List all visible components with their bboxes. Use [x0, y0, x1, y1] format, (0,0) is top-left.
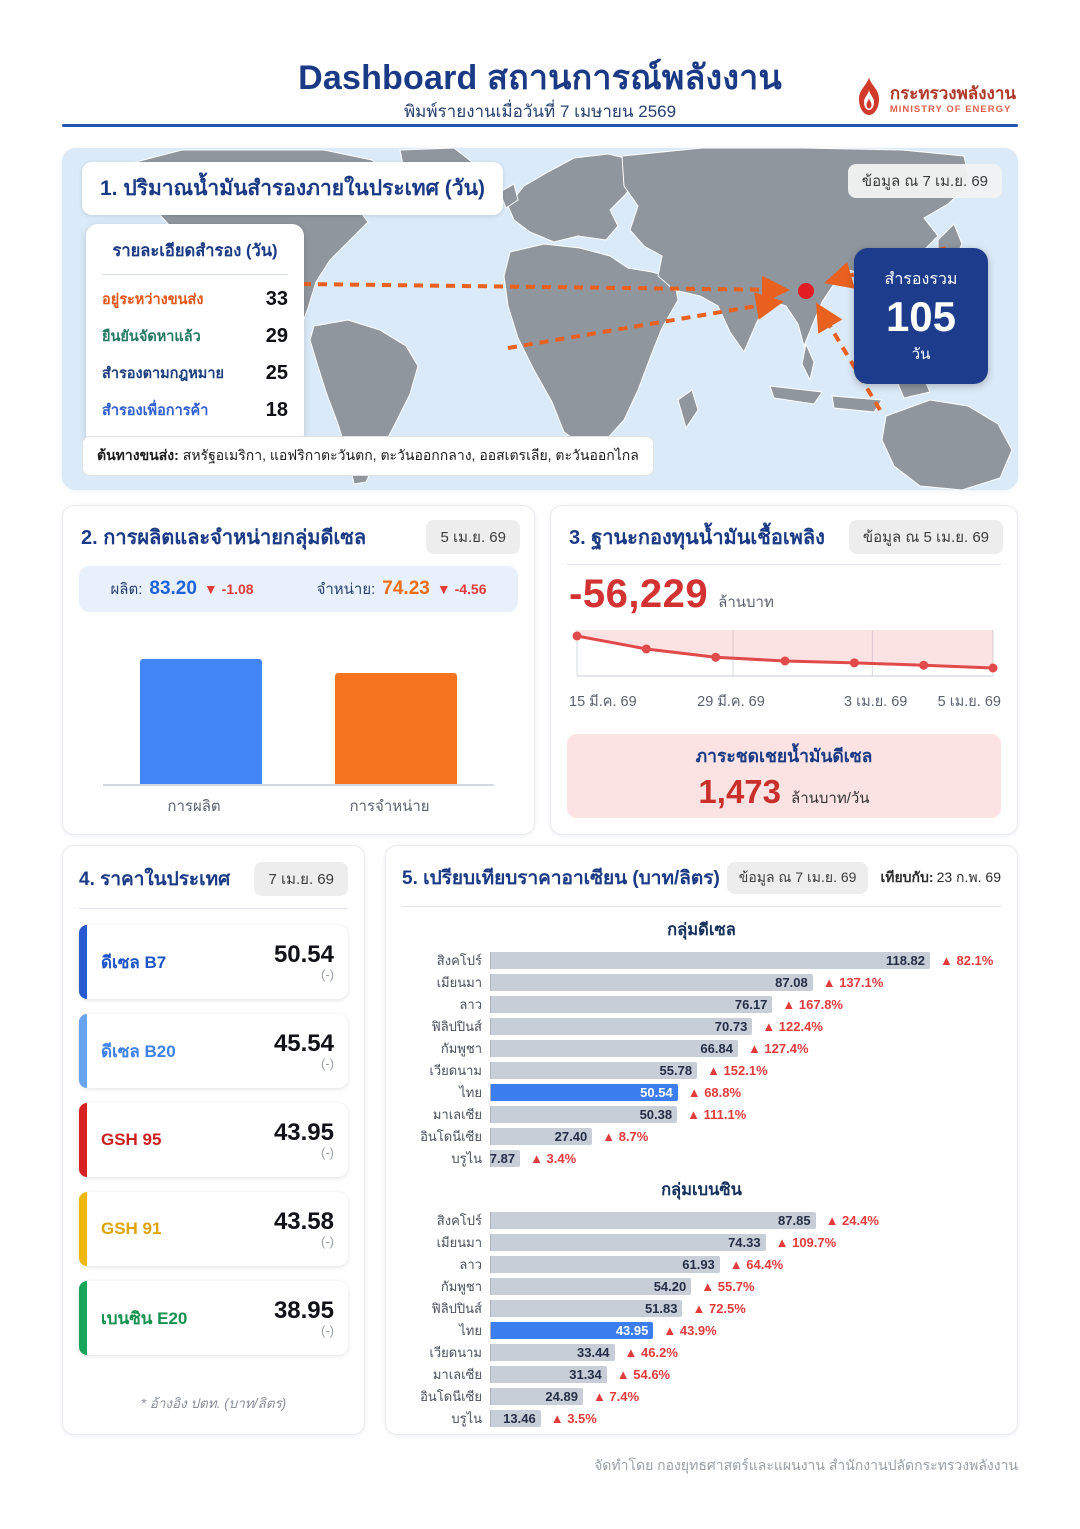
flame-icon [856, 76, 882, 123]
price-value-block [274, 1209, 334, 1249]
price-value-block [274, 942, 334, 982]
asean-bar [491, 974, 813, 991]
production-change: ▼ -1.08 [203, 581, 254, 597]
fuel-price-value: 43.58 [273, 1207, 334, 1235]
asean-bar [491, 952, 930, 969]
shipping-origins-text: สหรัฐอเมริกา, แอฟริกาตะวันตก, ตะวันออกกลาง, ออสเตรเลีย, ตะวันออกไกล [182, 447, 639, 463]
diesel-burden-unit: ล้านบาท/วัน [791, 789, 870, 807]
reserve-detail-row [102, 392, 288, 429]
asean-bar-track [490, 1300, 930, 1317]
asean-country-label: ฟิลิปปินส์ [431, 1301, 482, 1316]
asean-country-label: ไทย [459, 1085, 482, 1100]
section5-divider [402, 906, 1001, 907]
asean-country-label: บรูไน [451, 1151, 482, 1166]
reserve-detail-row [102, 318, 288, 355]
asean-bar [491, 1128, 592, 1145]
reserve-detail-label: สำรองตามกฎหมาย [102, 366, 224, 382]
reserve-detail-label: อยู่ระหว่างขนส่ง [102, 292, 204, 308]
total-reserve-label: สำรองรวม [884, 270, 958, 288]
asean-bar-track [490, 1256, 930, 1273]
asean-country-label: มาเลเซีย [432, 1367, 482, 1382]
asean-bar-value: 7.87 [489, 1151, 516, 1166]
asean-bar-value: 87.85 [778, 1213, 811, 1228]
shipping-origins-label: ต้นทางขนส่ง: [97, 447, 179, 463]
fund-trend-tick: 5 เม.ย. 69 [937, 694, 1001, 710]
asean-bar-row [402, 1040, 1001, 1057]
asean-bar-value: 13.46 [503, 1411, 536, 1426]
total-reserve-value: 105 [885, 292, 957, 340]
section5-date-badge: ข้อมูล ณ 7 เม.ย. 69 [727, 862, 869, 894]
asean-bar [491, 1278, 691, 1295]
asean-country-label: กัมพูชา [440, 1041, 482, 1056]
asean-bar-row [402, 1344, 1001, 1361]
section4-date-badge: 7 เม.ย. 69 [254, 862, 348, 896]
asean-country-label: เมียนมา [436, 1235, 482, 1250]
asean-bar-track [490, 1150, 930, 1167]
asean-bar-row [402, 1388, 1001, 1405]
total-reserve-unit: วัน [911, 345, 931, 363]
asean-bar-row [402, 996, 1001, 1013]
asean-bar-track [490, 1062, 930, 1079]
asean-bar [491, 996, 772, 1013]
asean-bar-track [490, 1366, 930, 1383]
asean-change-label: ▲ 111.1% [687, 1107, 747, 1122]
asean-country-label: อินโดนีเซีย [420, 1389, 482, 1404]
asean-bar-value: 31.34 [569, 1367, 602, 1382]
asean-bar-row [402, 1084, 1001, 1101]
section2-title: 2. การผลิตและจำหน่ายกลุ่มดีเซล [81, 527, 367, 549]
asean-bar-row [402, 1300, 1001, 1317]
asean-bar-track [490, 1410, 930, 1427]
production-stat [110, 577, 253, 601]
price-reference-note: * อ้างอิง ปตท. (บาท/ลิตร) [140, 1396, 287, 1411]
fund-trend-chart [569, 624, 1001, 688]
asean-bar-row [402, 974, 1001, 991]
diesel-burden-value: 1,473 [698, 772, 782, 810]
asean-bar-row [402, 1278, 1001, 1295]
asean-bar-value: 61.93 [682, 1257, 715, 1272]
fuel-price-change: (-) [321, 1323, 334, 1339]
gasoline-group-title: กลุ่มเบนซิน [661, 1181, 742, 1199]
section-oil-fund [550, 505, 1018, 835]
asean-bar-row [402, 1128, 1001, 1145]
section-oil-reserves [62, 148, 1018, 490]
asean-bar-value: 70.73 [714, 1019, 748, 1034]
asean-country-label: อินโดนีเซีย [420, 1129, 482, 1144]
asean-bar [491, 1410, 541, 1427]
section1-date-badge: ข้อมูล ณ 7 เม.ย. 69 [848, 164, 1002, 198]
price-card [79, 1281, 348, 1355]
footer-credit: จัดทำโดย กองยุทธศาสตร์และแผนงาน สำนักงานปลัดกระทรวงพลังงาน [594, 1457, 1018, 1473]
asean-change-label: ▲ 167.8% [782, 997, 843, 1012]
asean-bar-track [490, 952, 994, 969]
asean-bar [491, 1234, 766, 1251]
island-indonesia-1 [770, 386, 822, 404]
price-accent-bar [79, 1281, 87, 1355]
reserve-detail-label: สำรองเพื่อการค้า [102, 403, 209, 419]
price-card [79, 1192, 348, 1266]
asean-bar [491, 1106, 677, 1123]
section-production-sales [62, 505, 535, 835]
logo-thai-name: กระทรวงพลังงาน [889, 84, 1016, 104]
asean-bar-track [490, 1106, 930, 1123]
fund-trend-tick: 29 มี.ค. 69 [697, 694, 765, 710]
production-label: ผลิต: [110, 581, 143, 598]
asean-bar-value: 24.89 [545, 1389, 578, 1404]
fund-trend-point [781, 656, 790, 665]
asean-bar-row [402, 1212, 1001, 1229]
asean-country-label: มาเลเซีย [432, 1107, 482, 1122]
asean-change-label: ▲ 8.7% [602, 1129, 649, 1144]
production-sales-bar [335, 673, 457, 784]
asean-change-label: ▲ 152.1% [707, 1063, 768, 1078]
asean-bar-track [490, 1212, 930, 1229]
fund-trend-point [850, 658, 859, 667]
reserve-detail-rows [102, 281, 288, 429]
diesel-group-title: กลุ่มดีเซล [667, 921, 736, 939]
diesel-burden-title: ภาระชดเชยน้ำมันดีเซล [695, 745, 873, 766]
production-sales-bar [140, 659, 262, 784]
asean-bar-value: 76.17 [734, 997, 768, 1012]
continent-australia [882, 400, 1012, 490]
malay-peninsula [802, 344, 814, 380]
asean-bar-track [490, 1388, 930, 1405]
sales-label: จำหน่าย: [316, 581, 376, 598]
fund-trend-point [573, 632, 582, 641]
price-accent-bar [79, 925, 87, 999]
asean-change-label: ▲ 3.4% [530, 1151, 577, 1166]
section3-title: 3. ฐานะกองทุนน้ำมันเชื้อเพลิง [569, 527, 825, 549]
asean-gasoline-chart [402, 1212, 1001, 1427]
asean-country-label: เวียดนาม [429, 1345, 482, 1360]
asean-change-label: ▲ 24.4% [825, 1213, 879, 1228]
price-value-block [274, 1298, 334, 1338]
fund-trend-point [711, 653, 720, 662]
fuel-price-value: 45.54 [273, 1029, 334, 1057]
reserve-detail-label: ยืนยันจัดหาแล้ว [102, 329, 201, 345]
asean-bar [491, 1040, 738, 1057]
asean-change-label: ▲ 43.9% [663, 1323, 717, 1338]
asean-bar-track [490, 1018, 930, 1035]
fund-trend-point [919, 661, 928, 670]
fuel-name-label: ดีเซล B7 [101, 952, 167, 972]
asean-bar-value: 51.83 [644, 1301, 678, 1316]
asean-bar [491, 1366, 607, 1383]
asean-bar-track [490, 1234, 930, 1251]
asean-bar-value: 27.40 [554, 1129, 588, 1144]
section5-compare-date [880, 867, 1001, 889]
asean-bar-row [402, 1018, 1001, 1035]
asean-bar-track [490, 1040, 930, 1057]
asean-change-label: ▲ 109.7% [775, 1235, 837, 1250]
asean-bar-value: 43.95 [615, 1323, 649, 1338]
asean-bar-track [490, 1344, 930, 1361]
asean-bar [491, 1300, 682, 1317]
price-value-block [274, 1031, 334, 1071]
asean-country-label: กัมพูชา [440, 1279, 482, 1294]
ministry-logo [856, 76, 1016, 123]
asean-change-label: ▲ 64.4% [729, 1257, 784, 1272]
fuel-price-change: (-) [321, 1056, 334, 1072]
section4-title: 4. ราคาในประเทศ [79, 869, 231, 890]
asean-diesel-chart [402, 952, 1001, 1167]
asean-bar [491, 1212, 816, 1229]
reserve-detail-value: 33 [265, 288, 288, 310]
section4-divider [79, 908, 348, 909]
page-subtitle: พิมพ์รายงานเมื่อวันที่ 7 เมษายน 2569 [403, 102, 677, 121]
asean-bar [491, 1256, 720, 1273]
fuel-price-value: 43.95 [273, 1118, 334, 1146]
asean-change-label: ▲ 3.5% [550, 1411, 597, 1426]
compare-value: 23 ก.พ. 69 [936, 869, 1001, 885]
asean-country-label: บรูไน [451, 1411, 482, 1426]
asean-bar [491, 1150, 520, 1167]
fuel-name-label: GSH 91 [101, 1219, 162, 1238]
sales-stat [317, 577, 487, 601]
compare-label: เทียบกับ: [880, 869, 934, 885]
price-card [79, 1014, 348, 1088]
thailand-marker [798, 283, 814, 299]
section1-title: 1. ปริมาณน้ำมันสำรองภายในประเทศ (วัน) [82, 162, 503, 215]
fund-trend-tick: 15 มี.ค. 69 [569, 694, 637, 710]
diesel-burden-box [567, 734, 1001, 818]
price-accent-bar [79, 1103, 87, 1177]
fuel-name-label: GSH 95 [101, 1130, 162, 1149]
asean-bar-value: 50.38 [639, 1107, 673, 1122]
sales-change: ▼ -4.56 [436, 581, 487, 597]
asean-country-label: เวียดนาม [429, 1063, 482, 1078]
asean-country-label: ลาว [459, 997, 482, 1012]
asean-change-label: ▲ 122.4% [762, 1019, 823, 1034]
fund-balance-unit: ล้านบาท [718, 594, 774, 611]
fund-trend-point [642, 644, 651, 653]
asean-country-label: ลาว [459, 1257, 482, 1272]
asean-bar-value: 74.33 [728, 1235, 761, 1250]
shipping-origins-note [82, 436, 654, 476]
asean-bar-row [402, 1062, 1001, 1079]
production-sales-labels [103, 794, 494, 818]
asean-change-label: ▲ 55.7% [701, 1279, 755, 1294]
price-card-list [79, 925, 348, 1355]
asean-change-label: ▲ 68.8% [687, 1085, 742, 1100]
reserve-detail-value: 29 [265, 325, 288, 347]
logo-english-name: MINISTRY OF ENERGY [889, 103, 1012, 115]
asean-bar-value: 55.78 [659, 1063, 693, 1078]
asean-bar-row [402, 1366, 1001, 1383]
asean-bar-row [402, 1410, 1001, 1427]
price-accent-bar [79, 1192, 87, 1266]
fund-balance-value: -56,229 [569, 572, 709, 616]
asean-country-label: สิงคโปร์ [436, 1213, 482, 1228]
price-card [79, 925, 348, 999]
fuel-price-change: (-) [321, 1145, 334, 1161]
header-rule [62, 124, 1018, 127]
fuel-name-label: เบนซิน E20 [101, 1308, 188, 1328]
reserve-detail-row [102, 281, 288, 318]
page-title: Dashboard สถานการณ์พลังงาน [298, 59, 782, 97]
asean-bar [491, 1344, 615, 1361]
asean-bar-value: 50.54 [640, 1085, 673, 1100]
fund-trend-point [989, 664, 998, 673]
asean-change-label: ▲ 72.5% [692, 1301, 746, 1316]
total-reserve-box [854, 248, 988, 384]
price-accent-bar [79, 1014, 87, 1088]
asean-bar-value: 118.82 [885, 953, 925, 968]
asean-change-label: ▲ 46.2% [624, 1345, 678, 1360]
fund-trend-tick-labels [569, 690, 1001, 708]
production-value: 83.20 [149, 578, 197, 599]
fuel-price-change: (-) [321, 1234, 334, 1250]
asean-country-label: เมียนมา [436, 975, 482, 990]
asean-bar-track [490, 974, 930, 991]
asean-country-label: ฟิลิปปินส์ [431, 1019, 482, 1034]
section5-title: 5. เปรียบเทียบราคาอาเซียน (บาท/ลิตร) [402, 868, 720, 889]
reserve-detail-title: รายละเอียดสำรอง (วัน) [102, 238, 288, 275]
asean-bar-track [490, 1128, 930, 1145]
asean-bar-row [402, 1322, 1001, 1339]
island-madagascar [678, 390, 698, 428]
fuel-price-change: (-) [321, 967, 334, 983]
asean-bar [491, 1018, 752, 1035]
section3-divider [567, 564, 1001, 565]
asean-change-label: ▲ 137.1% [822, 975, 884, 990]
reserve-detail-row [102, 355, 288, 392]
asean-country-label: ไทย [459, 1323, 482, 1338]
section2-date-badge: 5 เม.ย. 69 [426, 520, 520, 554]
continent-europe [508, 154, 640, 242]
production-sales-stats [79, 566, 518, 612]
reserve-detail-panel [86, 224, 304, 445]
asean-bar-value: 66.84 [700, 1041, 733, 1056]
price-value-block [274, 1120, 334, 1160]
asean-change-label: ▲ 7.4% [592, 1389, 640, 1404]
asean-bar-track [490, 996, 930, 1013]
asean-bar [491, 1062, 697, 1079]
fund-trend-tick: 3 เม.ย. 69 [844, 694, 908, 710]
production-sales-plot [103, 634, 494, 786]
section3-date-badge: ข้อมูล ณ 5 เม.ย. 69 [849, 520, 1003, 554]
asean-bar [491, 1084, 678, 1101]
production-sales-category: การจำหน่าย [349, 798, 430, 815]
asean-bar-row [402, 1234, 1001, 1251]
section-domestic-prices [62, 845, 365, 1435]
asean-bar [491, 1388, 583, 1405]
asean-bar-value: 33.44 [577, 1345, 610, 1360]
asean-change-label: ▲ 54.6% [616, 1367, 671, 1382]
fuel-price-value: 50.54 [273, 940, 334, 968]
production-sales-category: การผลิต [167, 798, 221, 815]
asean-bar-row [402, 1256, 1001, 1273]
fuel-name-label: ดีเซล B20 [101, 1041, 176, 1061]
asean-country-label: สิงคโปร์ [436, 953, 482, 968]
asean-bar-track [490, 1084, 930, 1101]
fuel-price-value: 38.95 [273, 1296, 334, 1324]
section-asean-comparison [385, 845, 1018, 1435]
sales-value: 74.23 [382, 578, 430, 599]
reserve-detail-value: 18 [265, 399, 288, 421]
asean-change-label: ▲ 82.1% [940, 953, 994, 968]
asean-bar-value: 54.20 [653, 1279, 687, 1294]
asean-bar-row [402, 952, 1001, 969]
asean-change-label: ▲ 127.4% [747, 1041, 809, 1056]
price-card [79, 1103, 348, 1177]
asean-bar-track [490, 1322, 930, 1339]
reserve-detail-value: 25 [265, 362, 288, 384]
asean-bar [491, 1322, 653, 1339]
asean-bar-track [490, 1278, 930, 1295]
asean-bar-row [402, 1106, 1001, 1123]
asean-bar-value: 87.08 [775, 975, 808, 990]
asean-bar-row [402, 1150, 1001, 1167]
